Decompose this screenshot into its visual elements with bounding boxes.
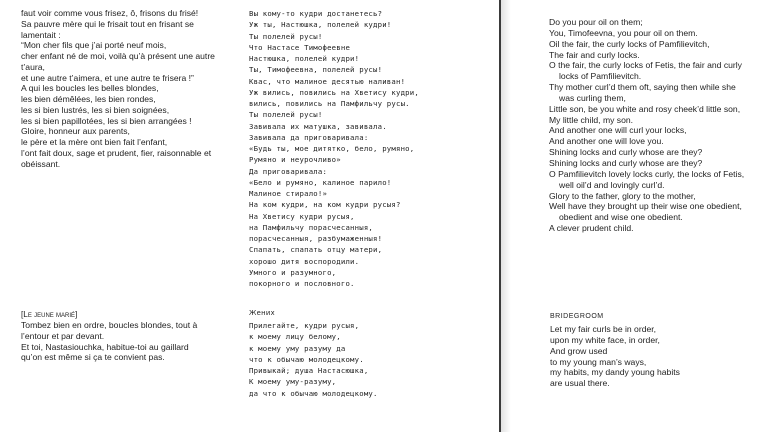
verse-line: Умного и разумного,	[249, 267, 337, 277]
verse-line: покорного и пословного.	[249, 279, 355, 288]
verse-line: My little child, my son.	[549, 114, 634, 125]
verse-line: locks of Pamfilievitch.	[559, 71, 642, 82]
verse-line: les si bien papillotées, les si bien arrangées !	[21, 115, 192, 126]
verse-line: And grow used	[550, 345, 608, 356]
verse-line: что к обычаю молодецкому.	[249, 354, 364, 364]
verse-line: qu’on est même si ça te convient pas.	[21, 352, 165, 363]
verse-line: The fair and curly locks.	[549, 49, 640, 60]
verse-line: was curling them,	[559, 92, 626, 103]
verse-line: на Памфильчу порасчесанныя,	[249, 222, 374, 232]
verse-line: well oil’d and lovingly curl’d.	[559, 179, 665, 190]
verse-line: вились, повились на Памфильчу русы.	[249, 99, 410, 108]
english-stanza-1	[549, 17, 744, 234]
verse-line: Thy mother curl’d them oft, saying then while she	[549, 82, 736, 93]
verse-line: Спапать, спапать отцу матери,	[249, 245, 383, 255]
verse-line: O Pamfilievitch lovely locks curly, the locks of Fetis,	[549, 168, 745, 179]
verse-line: Завивала их матушка, завивала.	[249, 121, 387, 131]
verse-line: К моему уму-разуму,	[249, 377, 337, 387]
page-gutter-shadow	[501, 0, 511, 432]
verse-line: Sa pauvre mère qui le frisait tout en frisant se	[21, 18, 194, 29]
verse-line: На Хветису кудри русыя,	[249, 211, 355, 221]
verse-line: faut voir comme vous frisez, ô, frisons du frisé!	[21, 8, 199, 18]
verse-line: le père et la mère ont bien fait l’enfant,	[21, 137, 168, 147]
verse-line: And another one will curl your locks,	[549, 125, 687, 136]
verse-line: lamentait :	[21, 29, 61, 40]
verse-line: Gloire, honneur aux parents,	[21, 126, 130, 137]
verse-line: And another one will love you.	[549, 136, 664, 147]
french-stanza-2	[21, 320, 197, 363]
verse-line: Et toi, Nastasiouchka, habitue-toi au gaillard	[21, 341, 189, 352]
verse-line: Прилегайте, кудри русыя,	[249, 321, 360, 330]
verse-line: к моему уму разуму да	[249, 343, 346, 353]
verse-line: порасчесанныя, разбумаженныя!	[249, 234, 383, 243]
verse-line: «Бело и румяно, калиное парило!	[249, 177, 392, 187]
verse-line: Ты полелей русы!	[249, 31, 323, 41]
french-heading-bridegroom: [Le jeune marié]	[21, 310, 78, 319]
verse-line: cher enfant né de moi, voilà qu’à présent une autre	[21, 51, 215, 61]
verse-line: Do you pour oil on them;	[549, 17, 643, 27]
russian-stanza-1	[249, 8, 419, 289]
verse-line: Ты, Тимофеевна, полелей русы!	[249, 65, 383, 75]
verse-line: Oil the fair, the curly locks of Pamfilievitch,	[549, 38, 710, 49]
verse-line: Shining locks and curly whose are they?	[549, 147, 703, 158]
verse-line: Что Настасе Тимофеевне	[249, 42, 351, 52]
verse-line: et une autre t’aimera, et une autre te frisera !”	[21, 72, 194, 83]
verse-line: les bien démêlées, les bien rondes,	[21, 94, 156, 104]
verse-line: Завивала да приговаривала:	[249, 132, 369, 142]
verse-line: l’ont fait doux, sage et prudent, fier, raisonnable et	[21, 147, 212, 158]
verse-line: Вы кому-то кудри достанетесь?	[249, 9, 383, 18]
verse-line: Shining locks and curly whose are they?	[549, 157, 703, 168]
verse-line: Little son, be you white and rosy cheek’d little son,	[549, 103, 741, 114]
verse-line: На ком кудри, на ком кудри русыя?	[249, 200, 401, 210]
verse-line: Let my fair curls be in order,	[550, 324, 657, 334]
verse-line: «Будь ты, мое дитятко, бело, румяно,	[249, 144, 415, 153]
verse-line: “Mon cher fils que j’ai porté neuf mois,	[21, 40, 167, 51]
verse-line: upon my white face, in order,	[550, 334, 660, 345]
verse-line: l’entour et par devant.	[21, 330, 105, 341]
verse-line: my habits, my dandy young habits	[550, 367, 680, 378]
verse-line: Да приговаривала:	[249, 166, 328, 176]
verse-line: Румяно и неурочливо»	[249, 155, 341, 165]
verse-line: Glory to the father, glory to the mother,	[549, 190, 696, 201]
verse-line: к моему лицу белому,	[249, 332, 341, 342]
french-stanza-1	[21, 8, 215, 169]
verse-line: O the fair, the curly locks of Fetis, the fair and curly	[549, 60, 742, 71]
verse-line: Уж ты, Настюшка, полелей кудри!	[249, 20, 392, 30]
english-heading-bridegroom: BRIDEGROOM	[550, 313, 604, 320]
verse-line: A qui les boucles les belles blondes,	[21, 83, 159, 94]
verse-line: A clever prudent child.	[549, 223, 634, 234]
verse-line: Ты полелей русы!	[249, 110, 323, 120]
verse-line: хорошо дитя воспородили.	[249, 256, 360, 266]
verse-line: are usual there.	[550, 378, 610, 389]
verse-line: Настюшка, полелей кудри!	[249, 54, 360, 63]
verse-line: Квас, что малиное десятью наливан!	[249, 76, 406, 86]
verse-line: You, Timofeevna, you pour oil on them.	[549, 27, 698, 38]
verse-line: Привыкай; душа Настасюшка,	[249, 366, 369, 375]
verse-line: les si bien lustrés, les si bien soignées,	[21, 104, 170, 115]
verse-line: Well have they brought up their wise one obedient,	[549, 201, 742, 212]
russian-heading-bridegroom: Жених	[249, 309, 275, 317]
russian-stanza-2	[249, 320, 378, 399]
verse-line: Tombez bien en ordre, boucles blondes, tout à	[21, 320, 198, 330]
verse-line: to my young man’s ways,	[550, 356, 647, 367]
verse-line: да что к обычаю молодецкому.	[249, 388, 378, 398]
verse-line: obedient and wise one obedient.	[559, 212, 683, 223]
verse-line: Уж вились, повились на Хветису кудри,	[249, 87, 419, 97]
verse-line: t’aura,	[21, 61, 45, 72]
english-stanza-2	[550, 324, 680, 389]
verse-line: obéissant.	[21, 158, 61, 169]
verse-line: Малиное стирало!»	[249, 189, 328, 198]
